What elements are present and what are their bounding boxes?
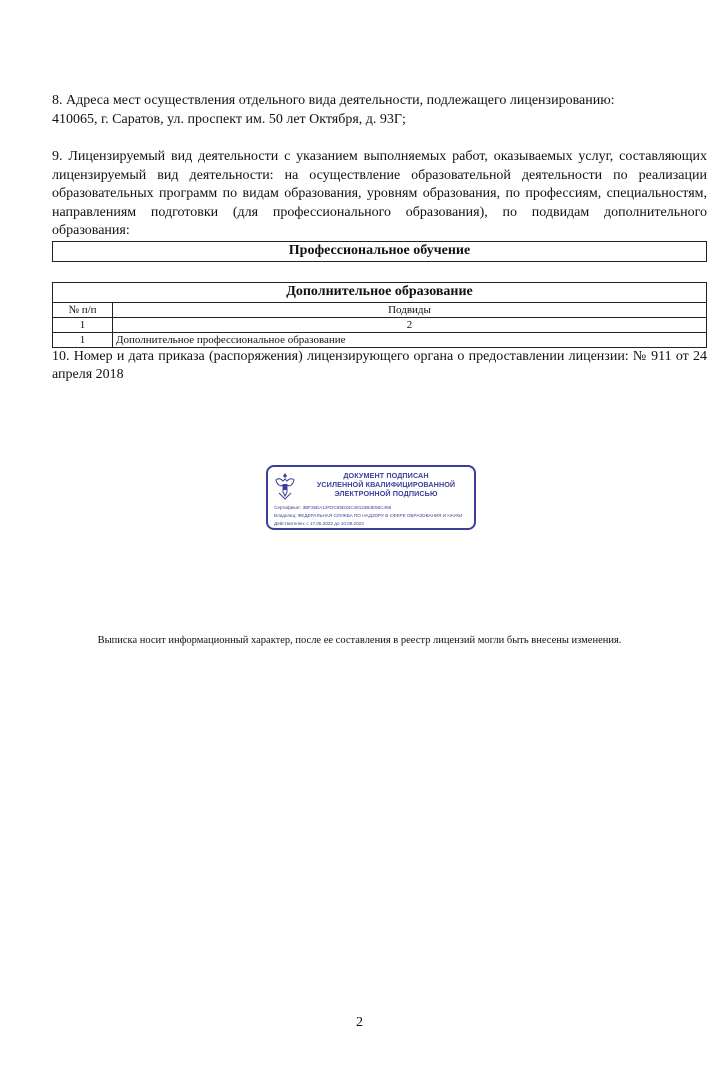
stamp-title-line-3: ЭЛЕКТРОННОЙ ПОДПИСЬЮ <box>334 489 438 498</box>
stamp-validity: Действителен: с 17.05.2022 до 10.08.2023 <box>274 521 364 526</box>
page-number: 2 <box>356 1015 363 1030</box>
additional-education-table <box>52 282 707 348</box>
section-8-address: 410065, г. Саратов, ул. проспект им. 50 лет Октября, д. 93Г; <box>52 111 406 127</box>
professional-training-table <box>52 241 707 262</box>
row-number: 1 <box>53 332 113 347</box>
column-index-2: 2 <box>113 317 707 332</box>
section-10-text: 10. Номер и дата приказа (распоряжения) лицензирующего органа о предоставлении лицензии: № 911 от 24 апреля 2018 <box>52 348 707 382</box>
additional-education-title: Дополнительное образование <box>53 282 707 302</box>
column-index-1: 1 <box>53 317 113 332</box>
row-subtype: Дополнительное профессиональное образование <box>113 332 707 347</box>
stamp-title-line-2: УСИЛЕННОЙ КВАЛИФИЦИРОВАННОЙ <box>316 480 456 489</box>
column-header-number: № п/п <box>53 302 113 317</box>
stamp-certificate: Сертификат: 3BF25EA12FDC65D34C49134B4E55C458 <box>274 505 392 510</box>
informational-note: Выписка носит информационный характер, после ее составления в реестр лицензий могли быть внесены изменения. <box>97 635 622 646</box>
stamp-title-line-1: ДОКУМЕНТ ПОДПИСАН <box>343 471 429 480</box>
table-row <box>53 332 707 347</box>
document-body <box>52 92 707 385</box>
section-8-heading: 8. Адреса мест осуществления отдельного вида деятельности, подлежащего лицензированию: <box>52 93 615 108</box>
stamp-title <box>298 471 474 498</box>
stamp-owner: Владелец: ФЕДЕРАЛЬНАЯ СЛУЖБА ПО НАДЗОРУ В СФЕРЕ ОБРАЗОВАНИЯ И НАУКИ <box>274 513 463 518</box>
column-header-subtypes: Подвиды <box>113 302 707 317</box>
professional-training-title: Профессиональное обучение <box>53 241 707 261</box>
electronic-signature-stamp <box>266 465 476 530</box>
eagle-emblem-icon <box>274 472 296 500</box>
section-8 <box>52 92 707 129</box>
section-9-text: 9. Лицензируемый вид деятельности с указанием выполняемых работ, оказываемых услуг, составляющих лицензируемый вид деятельности: на осуществление образовательной деятельности по реализации образовательных программ по видам образования, уровням образования, по профессиям, специальностям, направлениям подготовки (для профессионального образования), по подвидам дополнительного образования: <box>52 149 707 238</box>
